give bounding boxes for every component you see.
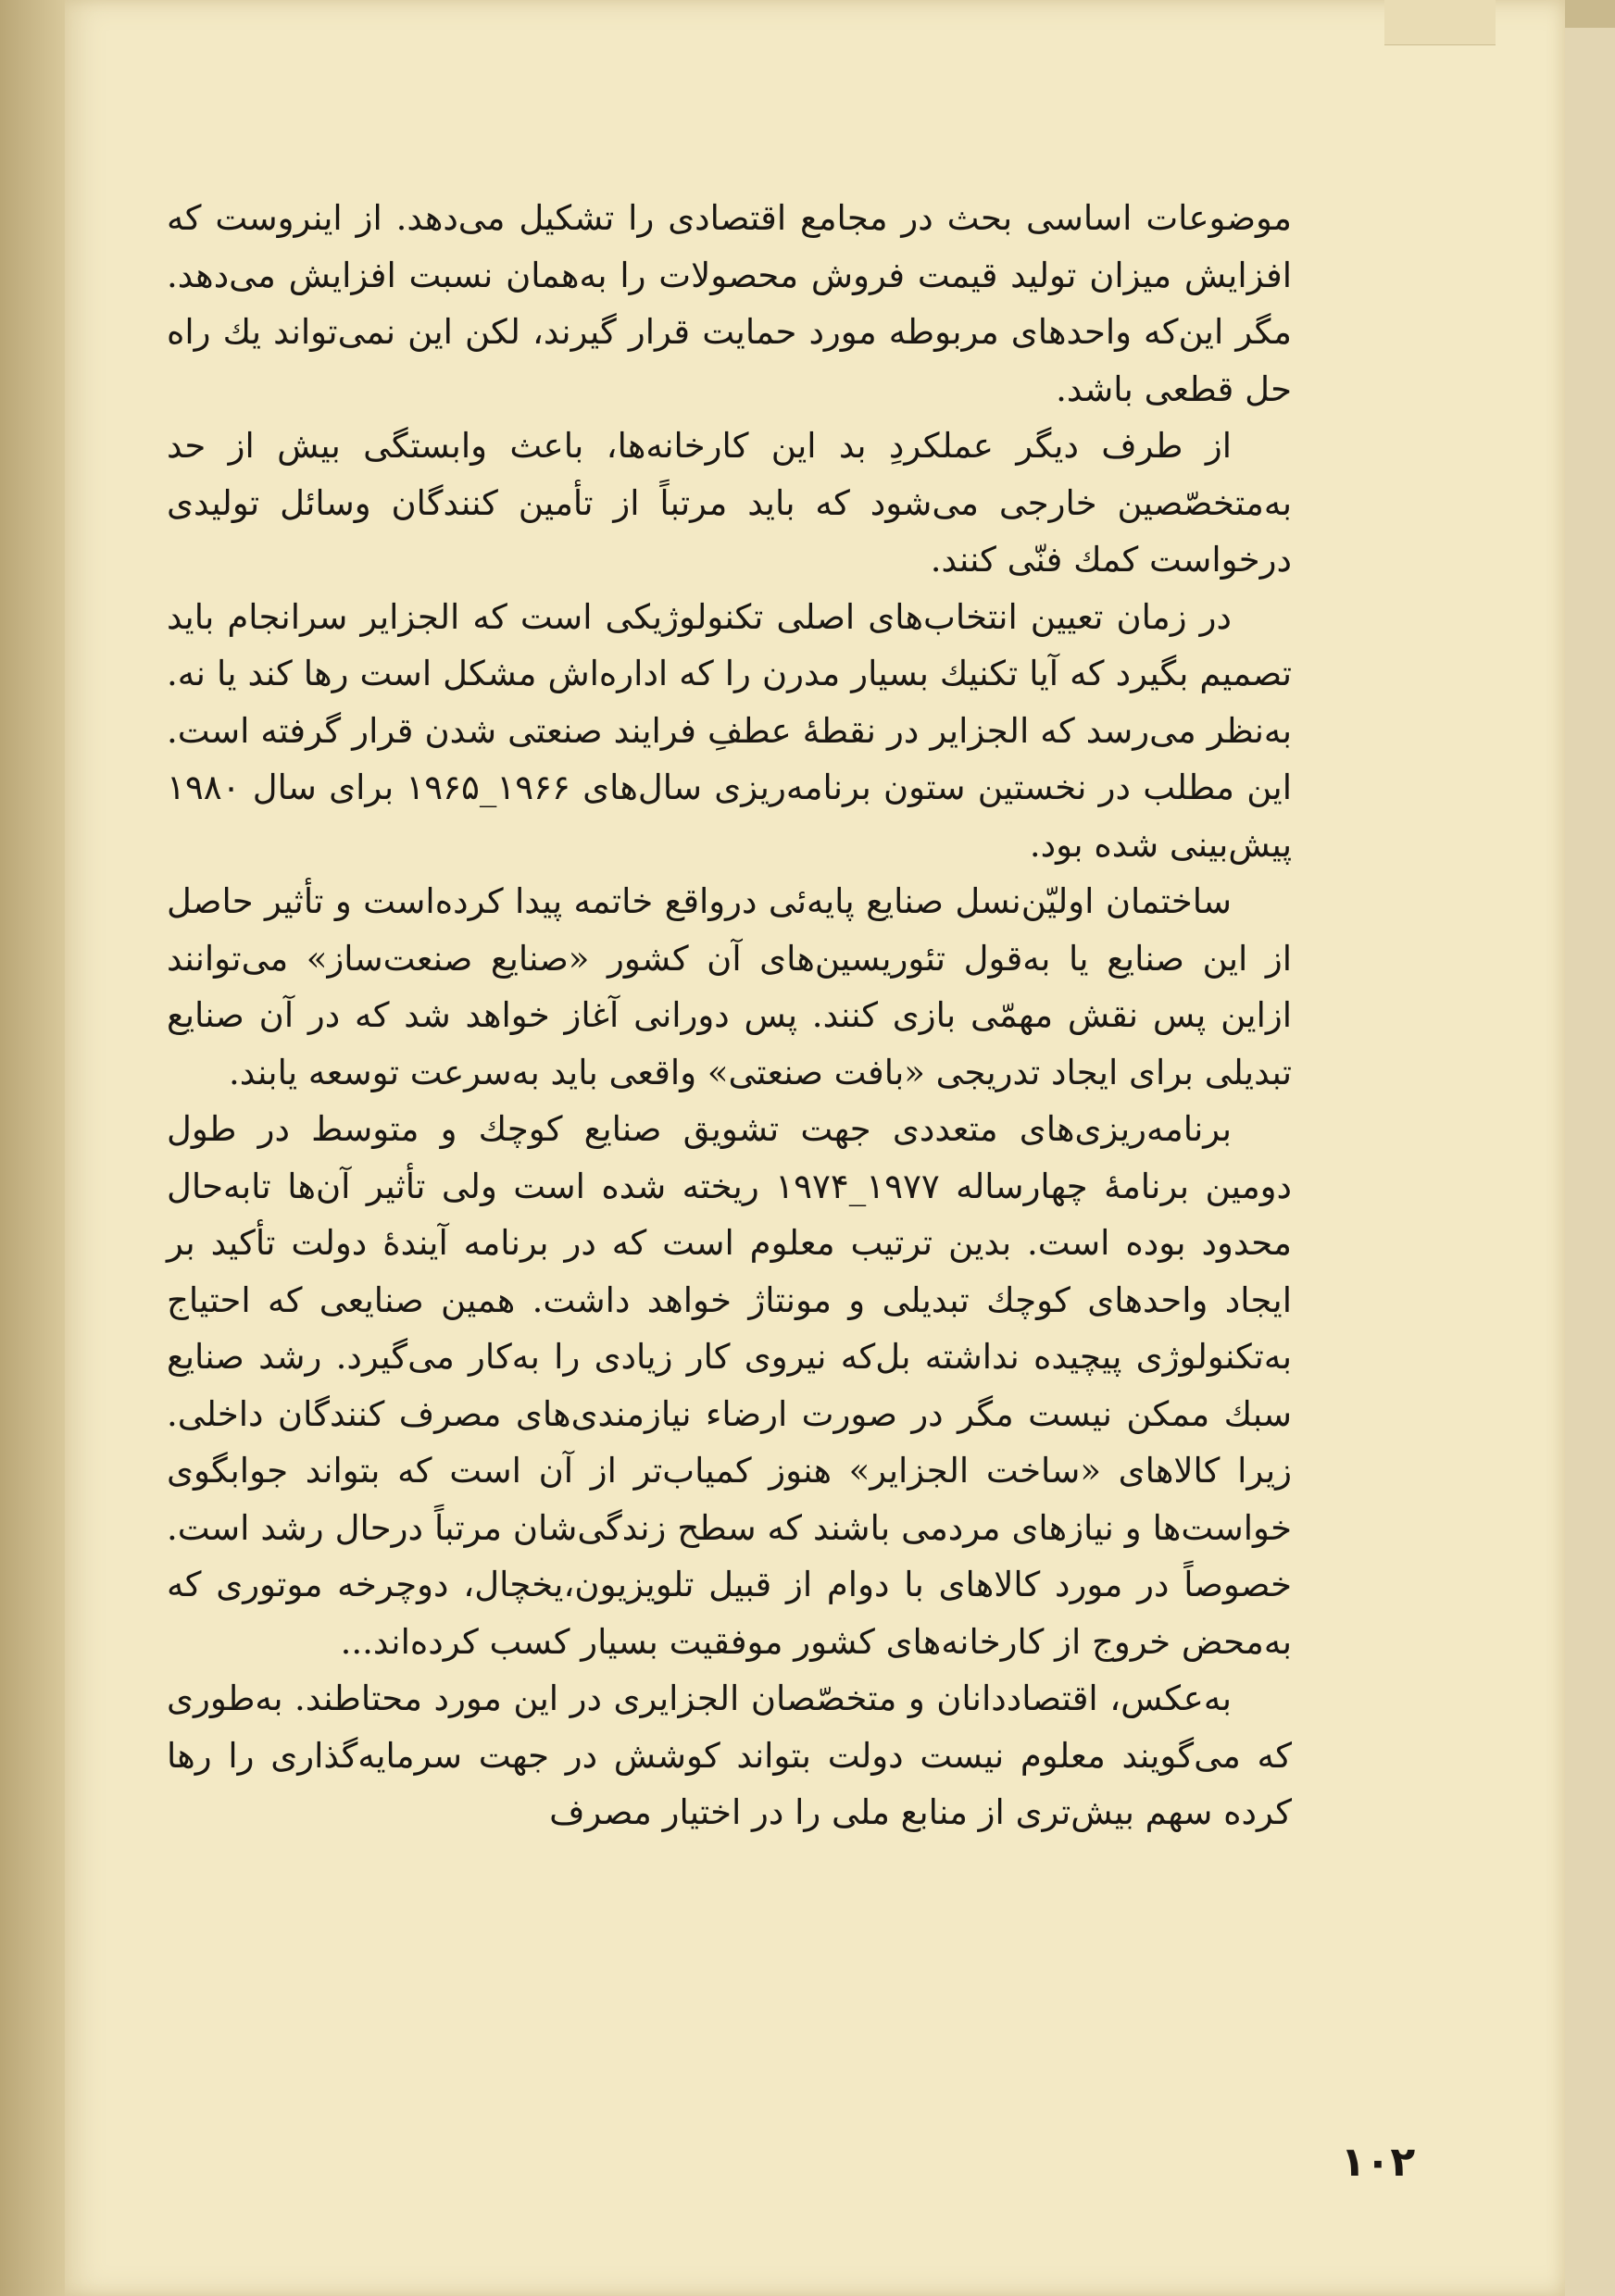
paragraph-4: ساختمان اولیّن‌نسل صنایع پایه‌ئی درواقع خاتمه پیدا کرده‌است و تأثیر حاصل از این صنایع یا به‌قول تئوریسین‌های آن کشور «صنایع صنعت‌ساز» می‌توانند ازاین پس نقش مهمّی بازی کنند. پس دورانی آغاز خواهد شد که در آن صنایع تبدیلی برای ایجاد تدریجی «بافت صنعتی» واقعی باید به‌سرعت توسعه یابند. xyxy=(167,881,1292,1092)
body-text xyxy=(167,190,1292,1841)
paragraph-2: از طرف دیگر عملکردِ بد این کارخانه‌ها، باعث وابستگی بیش از حد به‌متخصّصین خارجی می‌شود که باید مرتباً از تأمین کنندگان وسائل تولیدی درخواست کمك فنّی کنند. xyxy=(167,426,1292,580)
page-corner-fold xyxy=(1384,0,1496,45)
paragraph-6: به‌عکس، اقتصاددانان و متخصّصان الجزایری در این مورد محتاطند. به‌طوری که می‌گویند معلوم نیست دولت بتواند کوشش در جهت سرمایه‌گذاری را رها کرده سهم بیش‌تری از منابع ملی را در اختیار مصرف xyxy=(167,1678,1292,1832)
paragraph-5: برنامه‌ریزی‌های متعددی جهت تشویق صنایع کوچك و متوسط در طول دومین برنامهٔ چهارساله ۱۹۷۷_۱۹۷۴ ریخته شده است ولی تأثیر آن‌ها تابه‌حال محدود بوده است. بدین ترتیب معلوم است که در برنامه آیندهٔ دولت تأکید بر ایجاد واحدهای کوچك تبدیلی و مونتاژ خواهد داشت. همین صنایعی که احتیاج به‌تکنولوژی پیچیده نداشته بل‌که نیروی کار زیادی را به‌کار می‌گیرد. رشد صنایع سبك ممکن نیست مگر در صورت ارضاء نیازمندی‌های مصرف کنندگان داخلی. زیرا کالاهای «ساخت الجزایر» هنوز کمیاب‌تر از آن است که بتواند جوابگوی خواست‌ها و نیازهای مردمی باشند که سطح زندگی‌شان مرتباً درحال رشد است. خصوصاً در مورد کالاهای با دوام از قبیل تلویزیون،یخچال، دوچرخه موتوری که به‌محض خروج از کارخانه‌های کشور موفقیت بسیار کسب کرده‌اند... xyxy=(167,1109,1293,1662)
paragraph-3: در زمان تعیین انتخاب‌های اصلی تکنولوژیکی است که الجزایر سرانجام باید تصمیم بگیرد که آیا تکنیك بسیار مدرن را که اداره‌اش مشکل است رها کند یا نه. به‌نظر می‌رسد که الجزایر در نقطهٔ عطفِ فرایند صنعتی شدن قرار گرفته است. این مطلب در نخستین ستون برنامه‌ریزی سال‌های ۱۹۶۶_۱۹۶۵ برای سال ۱۹۸۰ پیش‌بینی شده بود. xyxy=(167,596,1292,865)
paragraph-1: موضوعات اساسی بحث در مجامع اقتصادی را تشکیل می‌دهد. از اینروست که افزایش میزان تولید قیمت فروش محصولات را به‌همان نسبت افزایش می‌دهد. مگر این‌که واحدهای مربوطه مورد حمایت قرار گیرند، لکن این نمی‌تواند یك راه حل قطعی باشد. xyxy=(167,198,1292,409)
page-number: ۱۰۲ xyxy=(1340,2139,1416,2186)
page-binding-shadow xyxy=(0,0,65,2296)
